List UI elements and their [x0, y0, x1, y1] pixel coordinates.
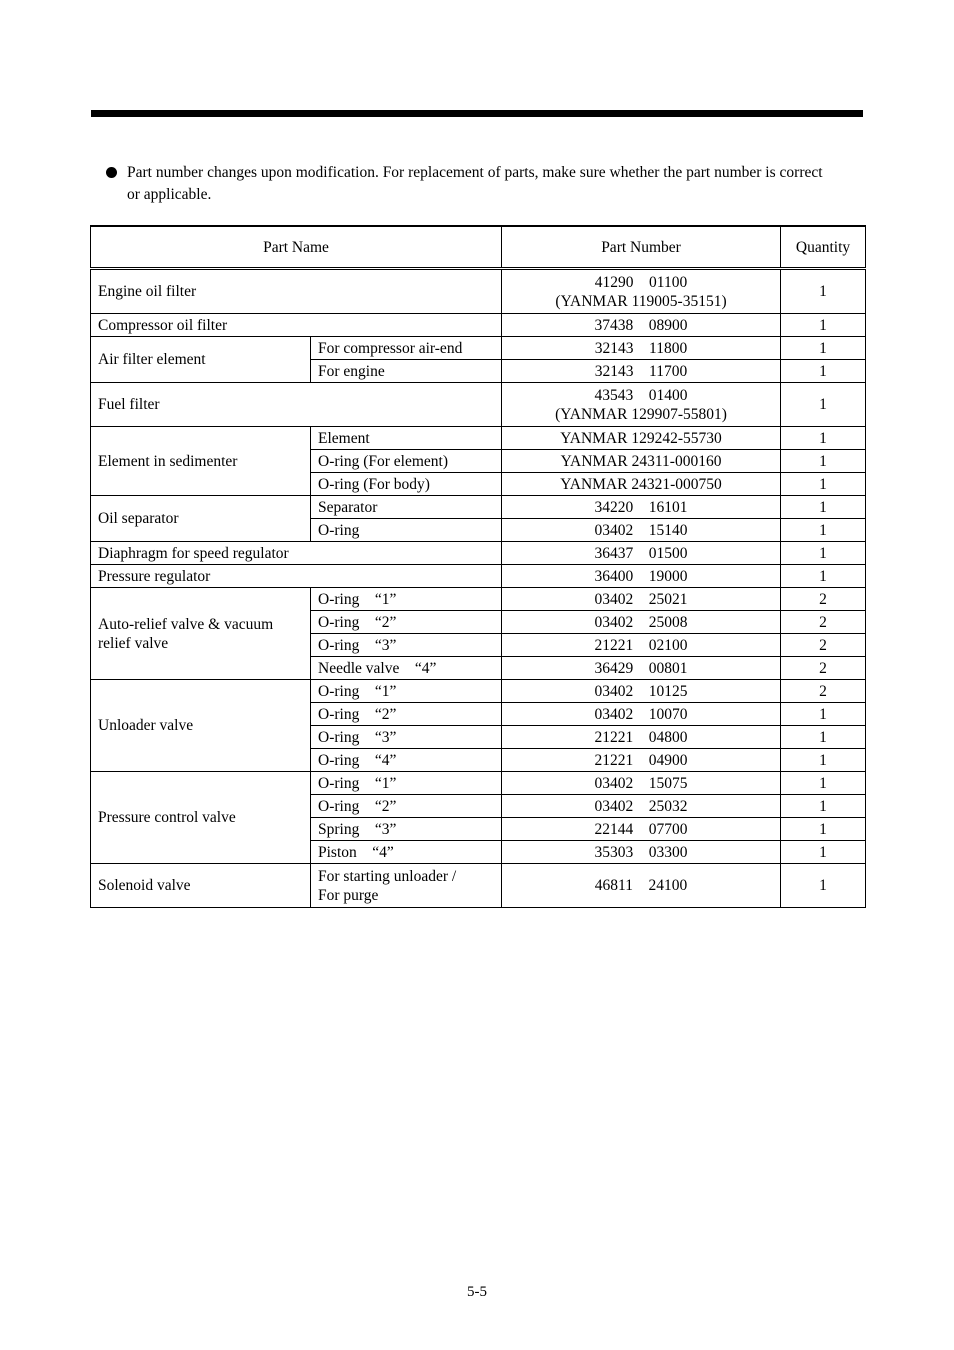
- sub-part-cell: O-ring “1”: [311, 772, 502, 795]
- part-number-cell: 03402 15140: [502, 519, 781, 542]
- header-quantity: Quantity: [781, 226, 866, 269]
- sub-part-cell: O-ring “4”: [311, 749, 502, 772]
- quantity-cell: 1: [781, 818, 866, 841]
- sub-part-cell: O-ring “1”: [311, 588, 502, 611]
- part-number-cell: 21221 04800: [502, 726, 781, 749]
- quantity-cell: 1: [781, 841, 866, 864]
- quantity-cell: 1: [781, 383, 866, 427]
- table-row: [91, 427, 866, 450]
- sub-part-cell: O-ring (For element): [311, 450, 502, 473]
- part-name-cell: Pressure control valve: [91, 772, 311, 864]
- table-row: [91, 565, 866, 588]
- part-number-cell: 41290 01100 (YANMAR 119005-35151): [502, 269, 781, 314]
- sub-part-cell: Needle valve “4”: [311, 657, 502, 680]
- part-number-cell: 03402 25008: [502, 611, 781, 634]
- quantity-cell: 2: [781, 634, 866, 657]
- quantity-cell: 1: [781, 519, 866, 542]
- part-name-cell: Element in sedimenter: [91, 427, 311, 496]
- part-name-cell: Compressor oil filter: [91, 314, 502, 337]
- part-number-cell: YANMAR 24321-000750: [502, 473, 781, 496]
- quantity-cell: 1: [781, 772, 866, 795]
- quantity-cell: 1: [781, 749, 866, 772]
- sub-part-cell: Separator: [311, 496, 502, 519]
- part-number-cell: YANMAR 24311-000160: [502, 450, 781, 473]
- quantity-cell: 1: [781, 473, 866, 496]
- part-number-cell: 46811 24100: [502, 864, 781, 908]
- part-number-cell: 36437 01500: [502, 542, 781, 565]
- part-name-cell: Air filter element: [91, 337, 311, 383]
- part-number-cell: 32143 11700: [502, 360, 781, 383]
- quantity-cell: 2: [781, 680, 866, 703]
- part-number-cell: 35303 03300: [502, 841, 781, 864]
- sub-part-cell: Element: [311, 427, 502, 450]
- part-number-cell: YANMAR 129242-55730: [502, 427, 781, 450]
- quantity-cell: 1: [781, 314, 866, 337]
- part-name-cell: Oil separator: [91, 496, 311, 542]
- table-row: [91, 496, 866, 519]
- part-name-cell: Solenoid valve: [91, 864, 311, 908]
- part-number-cell: 34220 16101: [502, 496, 781, 519]
- header-part-name: Part Name: [91, 226, 502, 269]
- part-number-cell: 22144 07700: [502, 818, 781, 841]
- quantity-cell: 2: [781, 588, 866, 611]
- page-number: 5-5: [467, 1284, 487, 1300]
- quantity-cell: 1: [781, 269, 866, 314]
- quantity-cell: 1: [781, 565, 866, 588]
- part-number-cell: 36429 00801: [502, 657, 781, 680]
- quantity-cell: 1: [781, 450, 866, 473]
- sub-part-cell: O-ring “2”: [311, 795, 502, 818]
- table-row: [91, 337, 866, 360]
- sub-part-cell: O-ring “1”: [311, 680, 502, 703]
- bullet-icon: [106, 167, 117, 178]
- quantity-cell: 1: [781, 360, 866, 383]
- quantity-cell: 1: [781, 542, 866, 565]
- table-body: [91, 269, 866, 908]
- part-name-cell: Auto-relief valve & vacuum relief valve: [91, 588, 311, 680]
- quantity-cell: 1: [781, 337, 866, 360]
- table-header-row: [91, 226, 866, 269]
- part-number-cell: 03402 10070: [502, 703, 781, 726]
- sub-part-cell: Piston “4”: [311, 841, 502, 864]
- part-name-cell: Fuel filter: [91, 383, 502, 427]
- quantity-cell: 2: [781, 611, 866, 634]
- sub-part-cell: For starting unloader / For purge: [311, 864, 502, 908]
- quantity-cell: 1: [781, 427, 866, 450]
- sub-part-cell: O-ring: [311, 519, 502, 542]
- sub-part-cell: For engine: [311, 360, 502, 383]
- part-name-cell: Engine oil filter: [91, 269, 502, 314]
- table-row: [91, 588, 866, 611]
- quantity-cell: 1: [781, 496, 866, 519]
- quantity-cell: 1: [781, 726, 866, 749]
- table-row: [91, 314, 866, 337]
- part-number-cell: 03402 15075: [502, 772, 781, 795]
- quantity-cell: 1: [781, 703, 866, 726]
- header-part-number: Part Number: [502, 226, 781, 269]
- sub-part-cell: Spring “3”: [311, 818, 502, 841]
- quantity-cell: 1: [781, 864, 866, 908]
- part-name-cell: Diaphragm for speed regulator: [91, 542, 502, 565]
- part-name-cell: Pressure regulator: [91, 565, 502, 588]
- part-number-cell: 37438 08900: [502, 314, 781, 337]
- table-row: [91, 269, 866, 314]
- part-number-cell: 32143 11800: [502, 337, 781, 360]
- sub-part-cell: O-ring “3”: [311, 726, 502, 749]
- table-row: [91, 864, 866, 908]
- part-number-cell: 03402 10125: [502, 680, 781, 703]
- sub-part-cell: O-ring “2”: [311, 611, 502, 634]
- table-row: [91, 383, 866, 427]
- parts-table: [90, 225, 866, 908]
- sub-part-cell: For compressor air-end: [311, 337, 502, 360]
- part-number-cell: 21221 02100: [502, 634, 781, 657]
- quantity-cell: 1: [781, 795, 866, 818]
- sub-part-cell: O-ring “3”: [311, 634, 502, 657]
- table-row: [91, 772, 866, 795]
- table-row: [91, 680, 866, 703]
- table-row: [91, 542, 866, 565]
- quantity-cell: 2: [781, 657, 866, 680]
- sub-part-cell: O-ring (For body): [311, 473, 502, 496]
- part-number-cell: 36400 19000: [502, 565, 781, 588]
- part-number-cell: 03402 25021: [502, 588, 781, 611]
- part-number-cell: 21221 04900: [502, 749, 781, 772]
- sub-part-cell: O-ring “2”: [311, 703, 502, 726]
- note: [106, 162, 836, 206]
- note-text: Part number changes upon modification. For replacement of parts, make sure whether the part number is correct or applicable.: [127, 164, 823, 203]
- part-number-cell: 03402 25032: [502, 795, 781, 818]
- top-rule: [91, 110, 863, 117]
- part-name-cell: Unloader valve: [91, 680, 311, 772]
- part-number-cell: 43543 01400 (YANMAR 129907-55801): [502, 383, 781, 427]
